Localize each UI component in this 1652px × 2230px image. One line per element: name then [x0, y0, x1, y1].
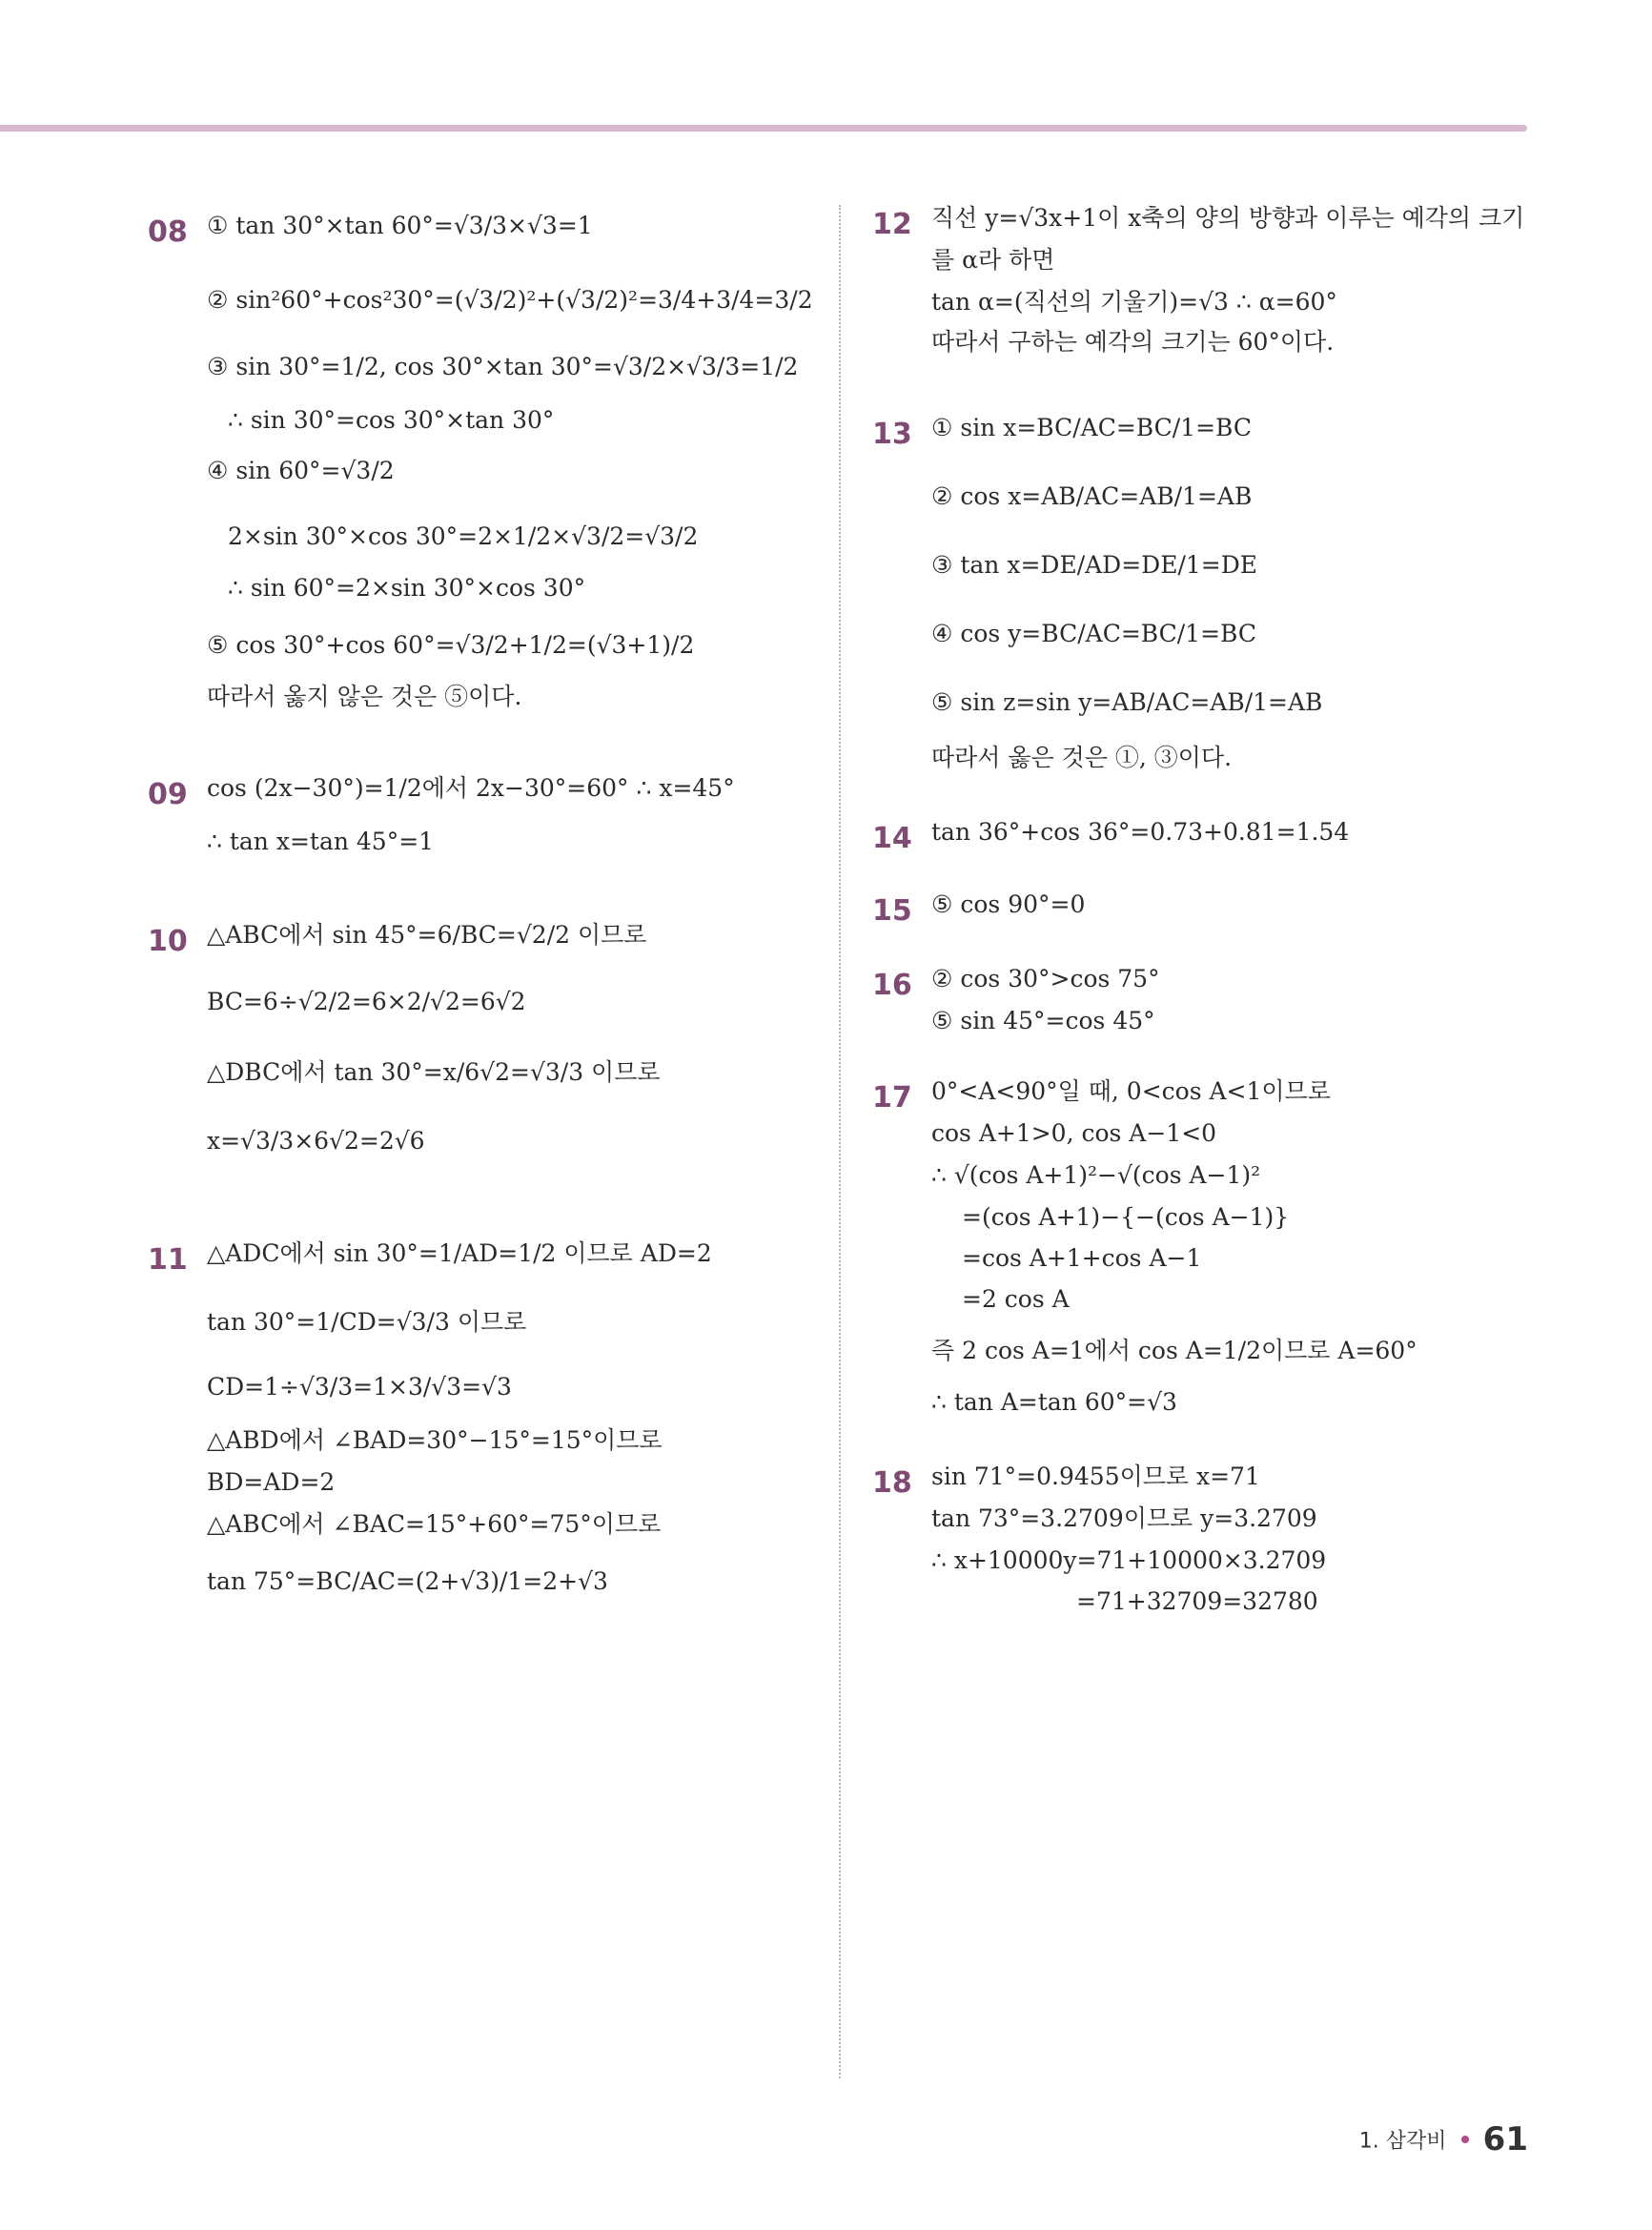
- solution-line: 0°<A<90°일 때, 0<cos A<1이므로: [931, 1077, 1331, 1105]
- solution-line: tan α=(직선의 기울기)=√3 ∴ α=60°: [931, 288, 1337, 316]
- solution-line: x=√3/3×6√2=2√6: [207, 1127, 425, 1155]
- chapter-title: 1. 삼각비: [1358, 2129, 1447, 2154]
- solution-line: ∴ x+10000y=71+10000×3.2709: [931, 1546, 1327, 1574]
- solution-line: =71+32709=32780: [1076, 1587, 1318, 1615]
- problem-number: 17: [872, 1081, 912, 1115]
- solution-line: ④ sin 60°=√3/2: [207, 457, 395, 484]
- top-accent-bar: [0, 125, 1527, 132]
- solution-line: ⑤ cos 90°=0: [931, 890, 1086, 918]
- solution-line: ∴ sin 60°=2×sin 30°×cos 30°: [228, 574, 586, 602]
- solution-line: ⑤ sin z=sin y=AB/AC=AB/1=AB: [931, 688, 1323, 716]
- solution-line: ③ sin 30°=1/2, cos 30°×tan 30°=√3/2×√3/3=1/2: [207, 353, 799, 380]
- solution-line: △ABC에서 sin 45°=6/BC=√2/2 이므로: [207, 921, 647, 949]
- solution-line: ② cos x=AB/AC=AB/1=AB: [931, 482, 1253, 510]
- solution-line: ∴ sin 30°=cos 30°×tan 30°: [228, 406, 555, 434]
- solution-line: tan 30°=1/CD=√3/3 이므로: [207, 1308, 527, 1336]
- page-number: 61: [1482, 2120, 1528, 2158]
- solution-line: ② cos 30°>cos 75°: [931, 965, 1160, 992]
- solution-line: 따라서 옳지 않은 것은 ⑤이다.: [207, 683, 522, 710]
- solution-line: ∴ √(cos A+1)²−√(cos A−1)²: [931, 1161, 1261, 1189]
- solution-line: cos (2x−30°)=1/2에서 2x−30°=60° ∴ x=45°: [207, 774, 735, 802]
- solution-line: △ABC에서 ∠BAC=15°+60°=75°이므로: [207, 1510, 662, 1538]
- problem-number: 18: [872, 1466, 912, 1500]
- solution-line: tan 75°=BC/AC=(2+√3)/1=2+√3: [207, 1567, 608, 1595]
- solution-line: sin 71°=0.9455이므로 x=71: [931, 1463, 1260, 1490]
- solution-line: △ABD에서 ∠BAD=30°−15°=15°이므로: [207, 1426, 663, 1454]
- solution-line: 를 α라 하면: [931, 246, 1055, 274]
- solution-line: ⑤ sin 45°=cos 45°: [931, 1007, 1155, 1034]
- solution-line: =2 cos A: [962, 1285, 1070, 1313]
- page-footer: [1359, 2120, 1528, 2158]
- solution-line: △ADC에서 sin 30°=1/AD=1/2 이므로 AD=2: [207, 1239, 712, 1267]
- solution-line: tan 36°+cos 36°=0.73+0.81=1.54: [931, 818, 1350, 846]
- solution-line: CD=1÷√3/3=1×3/√3=√3: [207, 1373, 512, 1401]
- solution-line: △DBC에서 tan 30°=x/6√2=√3/3 이므로: [207, 1058, 661, 1086]
- bullet-icon: [1461, 2136, 1469, 2143]
- solution-line: tan 73°=3.2709이므로 y=3.2709: [931, 1504, 1317, 1532]
- problem-number: 10: [148, 925, 188, 958]
- problem-number: 15: [872, 894, 912, 928]
- solution-line: ∴ tan A=tan 60°=√3: [931, 1388, 1177, 1416]
- solution-line: ① tan 30°×tan 60°=√3/3×√3=1: [207, 212, 593, 239]
- solution-line: =(cos A+1)−{−(cos A−1)}: [962, 1203, 1290, 1231]
- solution-line: ③ tan x=DE/AD=DE/1=DE: [931, 551, 1258, 579]
- solution-line: ② sin²60°+cos²30°=(√3/2)²+(√3/2)²=3/4+3/4=3/2: [207, 286, 813, 314]
- solution-line: BD=AD=2: [207, 1468, 336, 1496]
- solution-line: ⑤ cos 30°+cos 60°=√3/2+1/2=(√3+1)/2: [207, 631, 695, 659]
- problem-number: 13: [872, 418, 912, 451]
- solution-line: ④ cos y=BC/AC=BC/1=BC: [931, 620, 1256, 647]
- solution-line: ∴ tan x=tan 45°=1: [207, 828, 435, 855]
- solution-line: 2×sin 30°×cos 30°=2×1/2×√3/2=√3/2: [228, 522, 699, 550]
- solution-line: ① sin x=BC/AC=BC/1=BC: [931, 414, 1252, 441]
- problem-number: 14: [872, 822, 912, 855]
- solution-line: cos A+1>0, cos A−1<0: [931, 1119, 1217, 1147]
- column-divider: [839, 205, 841, 2078]
- solution-line: 직선 y=√3x+1이 x축의 양의 방향과 이루는 예각의 크기: [931, 204, 1525, 232]
- solution-line: BC=6÷√2/2=6×2/√2=6√2: [207, 988, 526, 1015]
- problem-number: 12: [872, 208, 912, 241]
- solution-line: =cos A+1+cos A−1: [962, 1244, 1202, 1272]
- problem-number: 08: [148, 215, 188, 249]
- solution-line: 즉 2 cos A=1에서 cos A=1/2이므로 A=60°: [931, 1337, 1417, 1364]
- problem-number: 09: [148, 778, 188, 811]
- solution-line: 따라서 옳은 것은 ①, ③이다.: [931, 744, 1233, 771]
- solution-line: 따라서 구하는 예각의 크기는 60°이다.: [931, 328, 1335, 356]
- problem-number: 16: [872, 969, 912, 1002]
- problem-number: 11: [148, 1243, 188, 1277]
